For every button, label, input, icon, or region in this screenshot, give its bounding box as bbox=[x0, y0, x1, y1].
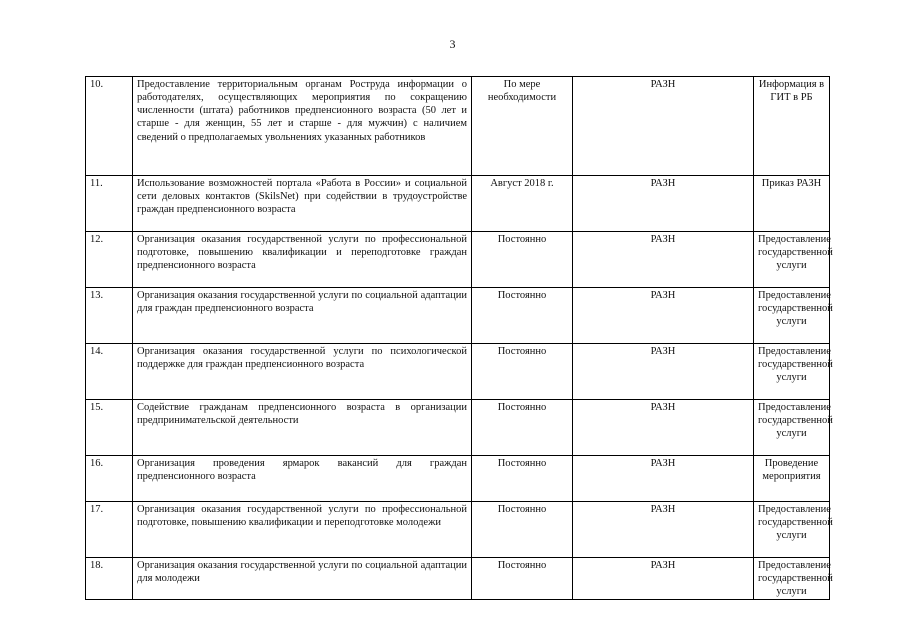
row-number: 12. bbox=[86, 232, 133, 288]
measure-result: Предоставление государственной услуги bbox=[754, 232, 830, 288]
table-row bbox=[86, 456, 830, 502]
measure-deadline: Постоянно bbox=[472, 288, 573, 344]
table-row bbox=[86, 558, 830, 600]
measure-description: Содействие гражданам предпенсионного возраста в организации предпринимательской деятельности bbox=[133, 400, 472, 456]
measure-executor: РАЗН bbox=[573, 558, 754, 600]
measure-description: Использование возможностей портала «Работа в России» и социальной сети деловых контактов (SkilsNet) при содействии в трудоустройстве граждан предпенсионного возраста bbox=[133, 176, 472, 232]
measure-description: Организация оказания государственной услуги по профессиональной подготовке, повышению квалификации и переподготовке молодежи bbox=[133, 502, 472, 558]
row-number: 18. bbox=[86, 558, 133, 600]
measure-description: Организация проведения ярмарок вакансий для граждан предпенсионного возраста bbox=[133, 456, 472, 502]
measure-deadline: По мере необходимости bbox=[472, 77, 573, 176]
measure-result: Предоставление государственной услуги bbox=[754, 344, 830, 400]
measure-description: Организация оказания государственной услуги по социальной адаптации для молодежи bbox=[133, 558, 472, 600]
table-row bbox=[86, 77, 830, 176]
measure-executor: РАЗН bbox=[573, 456, 754, 502]
row-number: 16. bbox=[86, 456, 133, 502]
measure-result: Предоставление государственной услуги bbox=[754, 288, 830, 344]
measure-result: Информация в ГИТ в РБ bbox=[754, 77, 830, 176]
row-number: 13. bbox=[86, 288, 133, 344]
measure-description: Организация оказания государственной услуги по социальной адаптации для граждан предпенсионного возраста bbox=[133, 288, 472, 344]
table-row bbox=[86, 288, 830, 344]
table-row bbox=[86, 232, 830, 288]
measure-deadline: Постоянно bbox=[472, 400, 573, 456]
row-number: 11. bbox=[86, 176, 133, 232]
measure-result: Предоставление государственной услуги bbox=[754, 558, 830, 600]
row-number: 15. bbox=[86, 400, 133, 456]
measure-result: Приказ РАЗН bbox=[754, 176, 830, 232]
measure-deadline: Постоянно bbox=[472, 456, 573, 502]
measure-executor: РАЗН bbox=[573, 176, 754, 232]
measure-result: Предоставление государственной услуги bbox=[754, 502, 830, 558]
table-row bbox=[86, 344, 830, 400]
measure-executor: РАЗН bbox=[573, 77, 754, 176]
measure-description: Предоставление территориальным органам Роструда информации о работодателях, осуществляющих мероприятия по сокращению численности (штата) работников предпенсионного возраста (50 лет и старше - для женщин, 55 лет и старше - для мужчин) с наличием сведений о предполагаемых увольнениях указанных работников bbox=[133, 77, 472, 176]
measure-executor: РАЗН bbox=[573, 400, 754, 456]
measure-result: Предоставление государственной услуги bbox=[754, 400, 830, 456]
measures-table bbox=[85, 76, 833, 600]
row-number: 14. bbox=[86, 344, 133, 400]
measure-result: Проведение мероприятия bbox=[754, 456, 830, 502]
measure-executor: РАЗН bbox=[573, 344, 754, 400]
row-number: 17. bbox=[86, 502, 133, 558]
measure-executor: РАЗН bbox=[573, 288, 754, 344]
measure-executor: РАЗН bbox=[573, 502, 754, 558]
measure-deadline: Август 2018 г. bbox=[472, 176, 573, 232]
page-number: 3 bbox=[449, 37, 456, 51]
table-row bbox=[86, 176, 830, 232]
measure-deadline: Постоянно bbox=[472, 232, 573, 288]
table-row bbox=[86, 400, 830, 456]
row-number: 10. bbox=[86, 77, 133, 176]
measure-deadline: Постоянно bbox=[472, 344, 573, 400]
measure-executor: РАЗН bbox=[573, 232, 754, 288]
measure-deadline: Постоянно bbox=[472, 502, 573, 558]
table-row bbox=[86, 502, 830, 558]
measure-description: Организация оказания государственной услуги по психологической поддержке для граждан предпенсионного возраста bbox=[133, 344, 472, 400]
measure-description: Организация оказания государственной услуги по профессиональной подготовке, повышению квалификации и переподготовке граждан предпенсионного возраста bbox=[133, 232, 472, 288]
measure-deadline: Постоянно bbox=[472, 558, 573, 600]
